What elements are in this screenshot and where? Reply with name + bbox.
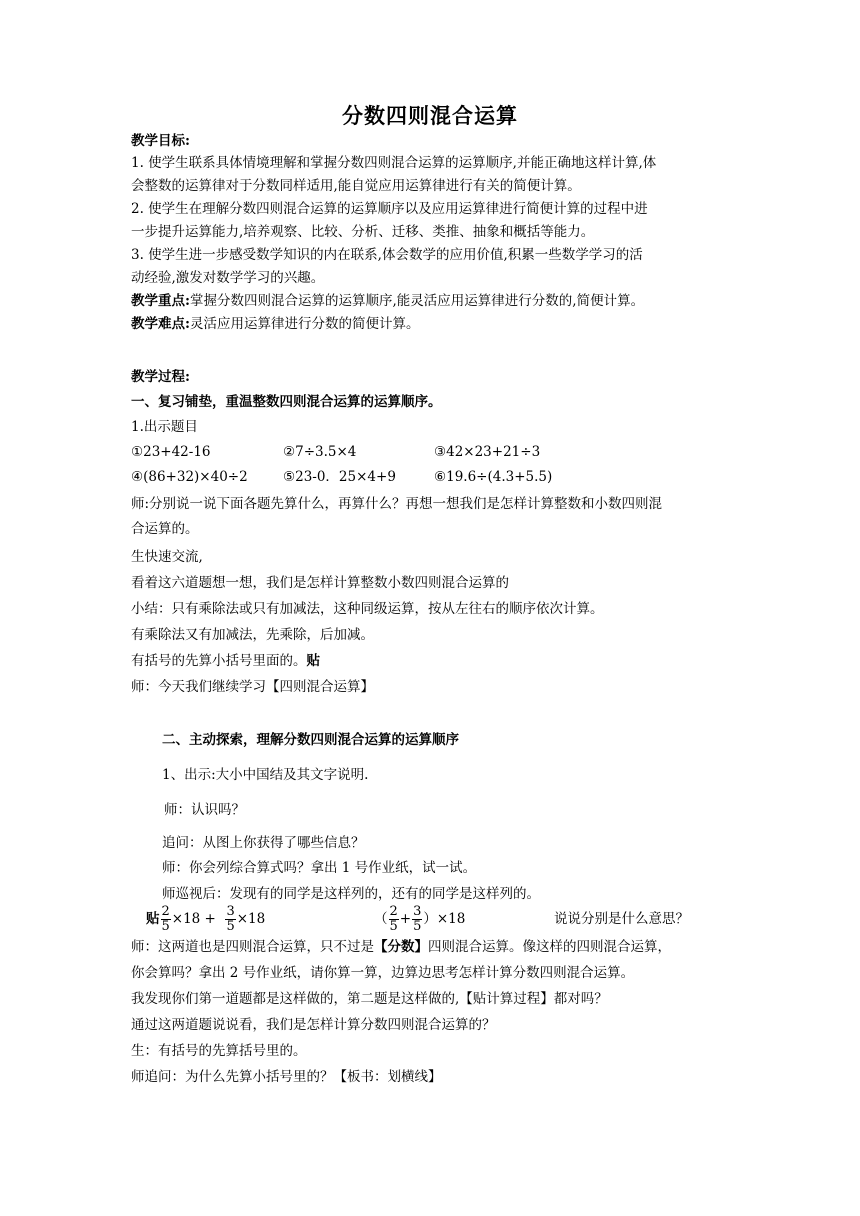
problem-item: ②7÷3.5×4 bbox=[283, 444, 357, 460]
section2-observe: 师巡视后：发现有的同学是这样列的，还有的同学是这样列的。 bbox=[162, 886, 540, 902]
problem-item: ⑤23-0．25×4+9 bbox=[283, 469, 396, 485]
objective-line: 1. 使学生联系具体情境理解和掌握分数四则混合运算的运算顺序,并能正确地这样计算,体 bbox=[131, 155, 657, 171]
objective-line: 动经验,激发对数学学习的兴趣。 bbox=[131, 270, 325, 286]
paren-rule-text: 有括号的先算小括号里面的。 bbox=[131, 653, 307, 669]
fraction-expressions bbox=[146, 899, 756, 939]
paragraph-line: 生快速交流, bbox=[131, 549, 203, 565]
paragraph-line: 师追问：为什么先算小括号里的？【板书：划横线】 bbox=[131, 1069, 442, 1085]
objective-line: 一步提升运算能力,培养观察、比较、分析、迁移、类推、抽象和概括等能力。 bbox=[131, 224, 595, 240]
objective-line: 2. 使学生在理解分数四则混合运算的运算顺序以及应用运算律进行简便计算的过程中进 bbox=[131, 201, 648, 217]
section1-heading: 一、复习铺垫，重温整数四则混合运算的运算顺序。 bbox=[131, 394, 442, 410]
expr-text: + bbox=[399, 911, 412, 927]
section1-intro: 1.出示题目 bbox=[131, 419, 198, 435]
expr-text: ）×18 bbox=[423, 911, 466, 927]
problem-item: ④(86+32)×40÷2 bbox=[131, 469, 248, 485]
process-heading: 教学过程: bbox=[131, 369, 190, 385]
paragraph-line: 合运算的。 bbox=[131, 521, 199, 537]
problem-row bbox=[131, 466, 741, 488]
fraction: $\frac{3}{5}$ bbox=[226, 904, 235, 934]
section2-followup: 追问：从图上你获得了哪些信息？ bbox=[162, 835, 365, 851]
problem-item: ①23+42-16 bbox=[131, 444, 211, 460]
paragraph-line: 师:分别说一说下面各题先算什么，再算什么？再想一想我们是怎样计算整数和小数四则混 bbox=[131, 496, 663, 512]
fraction: $\frac{3}{5}$ bbox=[413, 904, 422, 934]
problem-row bbox=[131, 441, 741, 463]
paragraph-line: 通过这两道题说说看，我们是怎样计算分数四则混合运算的？ bbox=[131, 1017, 496, 1033]
difficulty-text: 灵活应用运算律进行分数的简便计算。 bbox=[189, 316, 420, 332]
key-point-label: 教学重点: bbox=[131, 293, 190, 309]
difficulty bbox=[131, 313, 741, 335]
paragraph-line: 师：今天我们继续学习【四则混合运算】 bbox=[131, 679, 374, 695]
paragraph-line: 生：有括号的先算括号里的。 bbox=[131, 1043, 307, 1059]
section2-ask: 师：认识吗？ bbox=[164, 802, 245, 818]
objective-line: 3. 使学生进一步感受数学知识的内在联系,体会数学的应用价值,积累一些数学学习的活 bbox=[131, 247, 643, 263]
paragraph-line: 有乘除法又有加减法，先乘除，后加减。 bbox=[131, 627, 374, 643]
paragraph-line: 小结：只有乘除法或只有加减法，这种同级运算，按从左往右的顺序依次计算。 bbox=[131, 601, 604, 617]
paragraph-line: 你会算吗？拿出 2 号作业纸，请你算一算，边算边思考怎样计算分数四则混合运算。 bbox=[131, 965, 635, 981]
objective-line: 会整数的运算律对于分数同样适用,能自觉应用运算律进行有关的简便计算。 bbox=[131, 178, 581, 194]
paste-tag: 贴 bbox=[146, 911, 160, 927]
difficulty-label: 教学难点: bbox=[131, 316, 190, 332]
section2-can-you: 师：你会列综合算式吗？拿出 1 号作业纸，试一试。 bbox=[162, 860, 477, 876]
objectives-heading: 教学目标: bbox=[131, 133, 190, 149]
text-run: 四则混合运算。像这样的四则混合运算， bbox=[428, 939, 671, 955]
section2-show: 1、出示:大小中国结及其文字说明. bbox=[162, 767, 369, 783]
key-point bbox=[131, 290, 741, 312]
paragraph-line bbox=[131, 936, 741, 958]
fraction: $\frac{2}{5}$ bbox=[389, 904, 398, 934]
text-run-bold: 【分数】 bbox=[374, 939, 428, 955]
expr-question: 说说分别是什么意思？ bbox=[554, 911, 689, 927]
paragraph-line: 我发现你们第一道题都是这样做的，第二题是这样做的,【贴计算过程】都对吗？ bbox=[131, 991, 608, 1007]
page-title: 分数四则混合运算 bbox=[342, 103, 518, 128]
expr-text: ×18 bbox=[236, 911, 266, 927]
paragraph-line: 看着这六道题想一想，我们是怎样计算整数小数四则混合运算的 bbox=[131, 575, 509, 591]
paste-tag: 贴 bbox=[306, 653, 320, 669]
section2-heading: 二、主动探索，理解分数四则混合运算的运算顺序 bbox=[162, 732, 459, 748]
problem-item: ⑥19.6÷(4.3+5.5) bbox=[434, 469, 553, 485]
expr-text: （ bbox=[374, 911, 388, 927]
fraction: $\frac{2}{5}$ bbox=[161, 904, 170, 934]
problem-item: ③42×23+21÷3 bbox=[434, 444, 541, 460]
text-run: 师：这两道也是四则混合运算，只不过是 bbox=[131, 939, 374, 955]
key-point-text: 掌握分数四则混合运算的运算顺序,能灵活应用运算律进行分数的,简便计算。 bbox=[189, 293, 645, 309]
expr-text: ×18 + bbox=[171, 911, 216, 927]
paragraph-line bbox=[131, 650, 741, 672]
